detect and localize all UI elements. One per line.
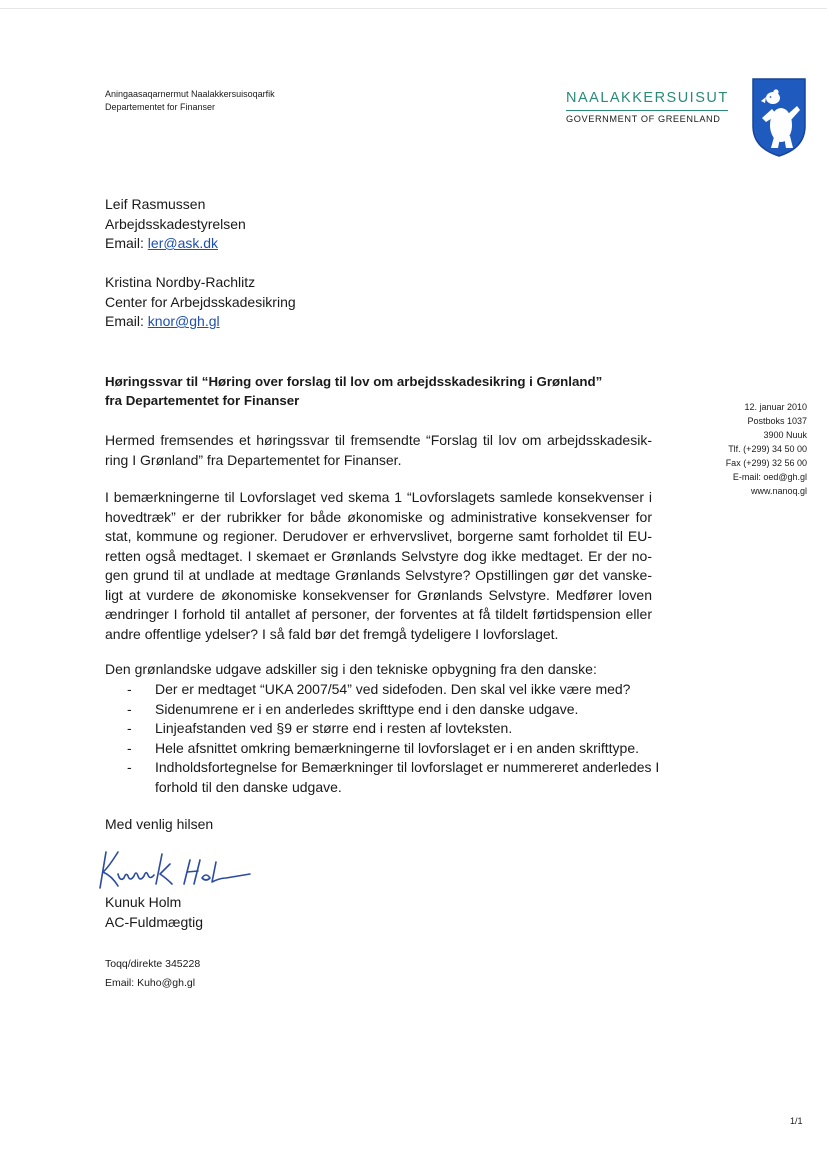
bullet-dash: - (127, 720, 132, 736)
polar-bear-crest-icon (750, 76, 808, 158)
brand-rule (566, 110, 728, 111)
phone: Tlf. (+299) 34 50 00 (728, 444, 807, 454)
recipient-block-2 (105, 273, 296, 332)
list-item-text: Linjeafstanden ved §9 er større end i resten af lovteksten. (155, 720, 513, 736)
bullet-dash: - (127, 759, 132, 775)
handwritten-signature (92, 842, 257, 894)
email-label: Email: (105, 235, 144, 251)
recipient-block-1 (105, 195, 246, 254)
signer-block (105, 892, 203, 932)
meta-block (690, 400, 807, 498)
email-label: Email: (105, 313, 144, 329)
sender-line-2: Departementet for Finanser (105, 102, 216, 112)
list-item-text: Indholdsfortegnelse for Bemærkninger til lovforslaget er nummereret anderledes I forhold til den danske udgave. (155, 759, 660, 795)
recipient-name: Kristina Nordby-Rachlitz (105, 274, 256, 290)
brand-name: NAALAKKERSUISUT (566, 90, 729, 106)
page-number: 1/1 (790, 1116, 803, 1126)
brand-subtitle: GOVERNMENT OF GREENLAND (566, 114, 721, 124)
signer-title: AC-Fuldmægtig (105, 914, 204, 930)
list-item (105, 680, 665, 700)
list-item-text: Hele afsnittet omkring bemærkningerne til lovforslaget er i en anden skrifttype. (155, 739, 640, 756)
list-item-text: Der er medtaget “UKA 2007/54” ved sidefoden. Den skal vel ikke være med? (155, 681, 631, 697)
list-item (105, 739, 665, 759)
website: www.nanoq.gl (750, 486, 807, 496)
recipient-email-line (105, 234, 246, 254)
signer-name: Kunuk Holm (105, 894, 182, 910)
list-item (105, 758, 665, 797)
bullet-dash: - (127, 681, 132, 697)
subject-heading (105, 372, 655, 410)
brand-block (566, 90, 728, 124)
bullet-dash: - (127, 700, 132, 717)
city: 3900 Nuuk (763, 430, 807, 440)
subject-line-1: Høringssvar til “Høring over forslag til lov om arbejdsskadesikring i Grønland” (105, 374, 603, 389)
list-item (105, 719, 665, 739)
top-rule (0, 8, 827, 9)
direct-phone: Toqq/direkte 345228 (105, 958, 201, 970)
list-item (105, 700, 665, 720)
body-paragraph-3: Den grønlandske udgave adskiller sig i den tekniske opbygning fra den danske: (105, 661, 597, 677)
recipient-email-line (105, 312, 296, 332)
sender-line-1: Aningaasaqarnermut Naalakkersuisoqarfik (105, 89, 275, 99)
email-link[interactable]: knor@gh.gl (147, 313, 220, 329)
subject-line-2: fra Departementet for Finanser (105, 393, 300, 408)
recipient-org: Center for Arbejdsskadesikring (105, 293, 296, 310)
body-paragraph-1: Hermed fremsendes et høringssvar til fremsendte “Forslag til lov om arbejdsskadesik-ring I Grønland” fra Departementet for Finanser. (105, 432, 652, 468)
signer-email: Email: Kuho@gh.gl (105, 977, 196, 989)
letter-date: 12. januar 2010 (744, 402, 807, 412)
difference-list (105, 680, 665, 797)
closing-greeting: Med venlig hilsen (105, 816, 214, 832)
fax: Fax (+299) 32 56 00 (725, 458, 807, 468)
list-item-text: Sidenumrene er i en anderledes skrifttype end i den danske udgave. (155, 700, 579, 717)
bullet-dash: - (127, 739, 132, 756)
postbox: Postboks 1037 (747, 416, 807, 426)
contact-block (105, 955, 200, 993)
sender-block (105, 88, 275, 114)
recipient-name: Leif Rasmussen (105, 196, 206, 212)
office-email: E-mail: oed@gh.gl (732, 472, 807, 482)
email-link[interactable]: ler@ask.dk (147, 235, 219, 251)
body-paragraph-2: I bemærkningerne til Lovforslaget ved skema 1 “Lovforslagets samlede konsekvenser i hovedtræk” er der rubrikker for både økonomiske og administrative konsekvenser for stat, kommune og regioner. Derudover er erhvervslivet, borgerne samt forholdet til EU-retten også medtaget. I skemaet er Grønlands Selvstyre dog ikke medtaget. Er der no-gen grund til at undlade at medtage Grønlands Selvstyre? Opstillingen gør det vanske-ligt at vurdere de økonomiske konsekvenser for Grønlands Selvstyre. Medfører loven ændringer I forhold til antallet af personer, der forventes at få tildelt førtidspension eller andre offentlige ydelser? I så fald bør det fremgå tydeligere I lovforslaget. (105, 489, 652, 642)
recipient-org: Arbejdsskadestyrelsen (105, 215, 246, 232)
